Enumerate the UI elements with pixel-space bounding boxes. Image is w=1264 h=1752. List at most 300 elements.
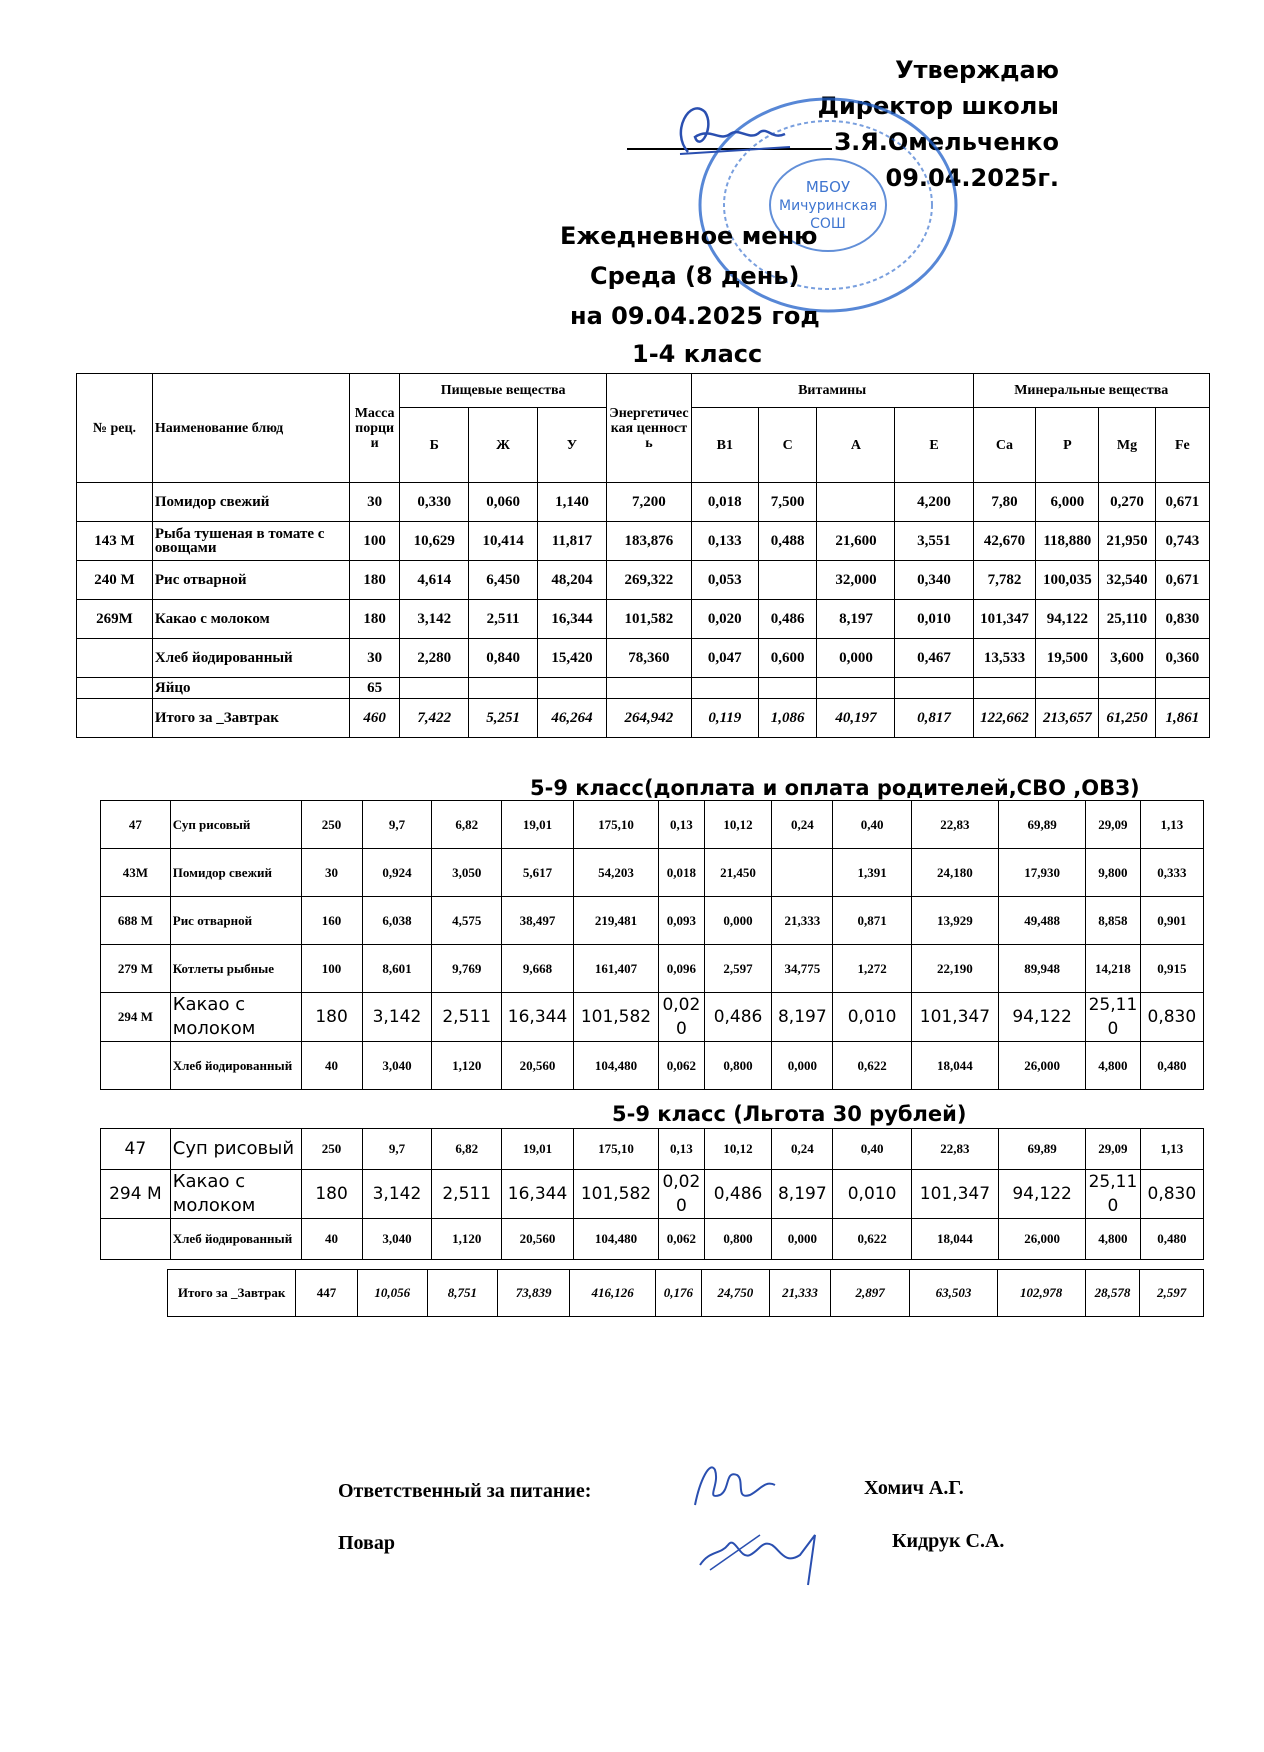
table-cell: 0,062 [658,1042,704,1090]
table-cell: 11,817 [537,522,606,561]
table-cell: 0,000 [772,1219,833,1260]
table-cell: 4,800 [1086,1042,1140,1090]
table-row [77,561,1210,600]
table-cell: 122,662 [973,699,1036,738]
table-row [101,849,1204,897]
table-cell: Суп рисовый [170,801,301,849]
table-cell: 25,110 [1086,1170,1140,1219]
header-b: Б [400,408,469,483]
table-cell: 78,360 [607,639,692,678]
table-cell: 0,000 [817,639,895,678]
table-cell: 3,050 [432,849,502,897]
table-cell: 101,347 [973,600,1036,639]
table-cell: 0,486 [704,993,772,1042]
header-e: Е [895,408,973,483]
table-cell: 269М [77,600,153,639]
table-cell: 1,120 [432,1219,502,1260]
table-cell: 9,769 [432,945,502,993]
table-cell: 0,40 [833,1129,911,1170]
table-cell: 16,344 [502,993,574,1042]
responsible-label: Ответственный за питание: [338,1480,592,1502]
table-cell: 161,407 [573,945,658,993]
table-row [77,600,1210,639]
header-c: С [758,408,817,483]
table-cell: 7,200 [607,483,692,522]
table-cell: 0,060 [469,483,537,522]
table-cell: 14,218 [1086,945,1140,993]
table-cell: 0,480 [1140,1042,1203,1090]
table-cell: 25,110 [1086,993,1140,1042]
table-cell: 9,668 [502,945,574,993]
table-cell: 26,000 [999,1042,1086,1090]
table-cell: 0,093 [658,897,704,945]
table-cell: 8,197 [772,1170,833,1219]
table-cell: 0,010 [833,993,911,1042]
table-cell [973,678,1036,699]
table-cell: 213,657 [1036,699,1099,738]
table-cell: 94,122 [1036,600,1099,639]
table-cell: Рис отварной [152,561,349,600]
table-cell: 46,264 [537,699,606,738]
table-cell: 40 [301,1219,362,1260]
table-row [101,1042,1204,1090]
table-cell: 16,344 [537,600,606,639]
header-a: А [817,408,895,483]
table-cell: 2,897 [831,1270,910,1317]
table-cell: 29,09 [1086,1129,1140,1170]
table-cell: 8,197 [817,600,895,639]
table-cell: 69,89 [999,801,1086,849]
table-cell: 104,480 [573,1219,658,1260]
table-cell: 0,830 [1155,600,1209,639]
header-zh: Ж [469,408,537,483]
table-cell: 7,500 [758,483,817,522]
table-cell: 4,800 [1086,1219,1140,1260]
header-rec: № рец. [77,374,153,483]
table-1-body [77,483,1210,738]
table-cell: 22,190 [911,945,998,993]
table-cell: 9,800 [1086,849,1140,897]
header-p: P [1036,408,1099,483]
table-row [101,993,1204,1042]
table-cell: 28,578 [1085,1270,1140,1317]
table-cell: 104,480 [573,1042,658,1090]
section-title-5-9-benefit: 5-9 класс (Льгота 30 рублей) [612,1102,967,1126]
table-cell: 240 М [77,561,153,600]
responsible-name: Хомич А.Г. [864,1477,964,1499]
table-cell: 0,270 [1099,483,1155,522]
table-cell: 0,018 [658,849,704,897]
table-cell: 30 [350,483,400,522]
table-cell: 49,488 [999,897,1086,945]
table-cell [758,678,817,699]
header-energy: Энергетическая ценность [607,374,692,483]
table-cell: 0,13 [658,1129,704,1170]
table-cell [772,849,833,897]
table-cell: 0,871 [833,897,911,945]
table-cell: 0,333 [1140,849,1203,897]
table-cell: 25,110 [1099,600,1155,639]
table-cell: 0,800 [704,1219,772,1260]
table-cell: 180 [350,561,400,600]
table-cell: 3,040 [362,1219,432,1260]
menu-date: на 09.04.2025 год [570,302,820,330]
table-cell: 26,000 [999,1219,1086,1260]
stamp-text-1: МБОУ [805,178,851,196]
table-cell: 10,12 [704,1129,772,1170]
table-cell: 0,915 [1140,945,1203,993]
table-cell: 24,750 [701,1270,769,1317]
cook-signature [690,1515,840,1590]
table-cell: 0,010 [895,600,973,639]
table-cell: 3,040 [362,1042,432,1090]
table-cell: 29,09 [1086,801,1140,849]
table-cell: 101,582 [573,993,658,1042]
table-cell: 143 М [77,522,153,561]
table-cell: 0,817 [895,699,973,738]
table-cell: 19,01 [502,801,574,849]
table-cell [101,1042,171,1090]
table-cell: Итого за _Завтрак [152,699,349,738]
table-cell: 2,597 [704,945,772,993]
table-cell: 40 [301,1042,362,1090]
table-row [101,897,1204,945]
table-cell: 175,10 [573,1129,658,1170]
table-cell: Хлеб йодированный [170,1042,301,1090]
table-cell: 47 [101,1129,171,1170]
table-cell: 101,582 [573,1170,658,1219]
approval-date: 09.04.2025г. [885,164,1059,192]
table-cell: 0,053 [691,561,758,600]
table-cell: 100 [301,945,362,993]
table-cell: Суп рисовый [170,1129,301,1170]
table-cell: 5,251 [469,699,537,738]
table-cell: 7,80 [973,483,1036,522]
table-cell: 0,622 [833,1042,911,1090]
table-cell: 0,24 [772,1129,833,1170]
table-cell: 0,010 [833,1170,911,1219]
table-row [77,522,1210,561]
table-cell: 38,497 [502,897,574,945]
table-cell: 0,480 [1140,1219,1203,1260]
table-row [77,678,1210,699]
table-cell: 1,861 [1155,699,1209,738]
header-u: У [537,408,606,483]
table-cell [77,678,153,699]
table-cell: 73,839 [497,1270,569,1317]
table-cell: 0,020 [691,600,758,639]
table-cell: 8,751 [427,1270,497,1317]
stamp-text-3: СОШ [810,216,846,232]
table-cell: 94,122 [999,1170,1086,1219]
table-cell: 0,000 [704,897,772,945]
table-cell: 0,176 [655,1270,701,1317]
table-cell [1155,678,1209,699]
table-cell: 0,119 [691,699,758,738]
table-cell: 43М [101,849,171,897]
table-cell: 160 [301,897,362,945]
table-cell: 6,038 [362,897,432,945]
table-cell: 1,140 [537,483,606,522]
table-row [77,639,1210,678]
table-cell: 32,000 [817,561,895,600]
table-cell: 0,901 [1140,897,1203,945]
table-cell: 2,511 [469,600,537,639]
table-cell: 100 [350,522,400,561]
table-cell: 180 [301,993,362,1042]
table-cell: 3,600 [1099,639,1155,678]
table-cell: 0,800 [704,1042,772,1090]
total-table-5-9 [167,1269,1204,1317]
table-cell: 9,7 [362,1129,432,1170]
table-cell: 30 [301,849,362,897]
table-cell: 5,617 [502,849,574,897]
table-cell: 20,560 [502,1219,574,1260]
table-cell [101,1219,171,1260]
table-cell: 3,142 [362,1170,432,1219]
table-cell: 19,01 [502,1129,574,1170]
table-cell [77,483,153,522]
table-cell: 4,575 [432,897,502,945]
table-cell: 2,511 [432,1170,502,1219]
table-cell: 21,600 [817,522,895,561]
menu-title: Ежедневное меню [560,222,818,250]
table-cell: 48,204 [537,561,606,600]
table-cell: 13,929 [911,897,998,945]
table-4-body [168,1270,1204,1317]
table-cell: 10,12 [704,801,772,849]
table-cell: 10,056 [357,1270,427,1317]
table-cell: 6,82 [432,1129,502,1170]
table-cell: 9,7 [362,801,432,849]
table-cell: 21,450 [704,849,772,897]
table-cell [607,678,692,699]
table-cell: 4,200 [895,483,973,522]
table-cell: 0,671 [1155,561,1209,600]
table-cell: Какао с молоком [170,1170,301,1219]
header-mg: Mg [1099,408,1155,483]
table-cell: Итого за _Завтрак [168,1270,296,1317]
table-cell: 101,582 [607,600,692,639]
table-cell: 0,600 [758,639,817,678]
table-row [101,945,1204,993]
table-cell: 15,420 [537,639,606,678]
table-cell: Яйцо [152,678,349,699]
table-cell: 0,330 [400,483,469,522]
table-cell: Какао с молоком [170,993,301,1042]
table-cell: 1,13 [1140,801,1203,849]
table-cell: 69,89 [999,1129,1086,1170]
table-cell: 0,096 [658,945,704,993]
table-cell: 0,018 [691,483,758,522]
table-cell: 65 [350,678,400,699]
menu-table-5-9-paid [100,800,1204,1090]
table-cell: 294 М [101,993,171,1042]
table-cell [77,639,153,678]
table-cell: Рис отварной [170,897,301,945]
table-cell: 7,422 [400,699,469,738]
table-cell: 460 [350,699,400,738]
table-cell: 0,486 [758,600,817,639]
table-cell: 0,486 [704,1170,772,1219]
table-cell: 180 [350,600,400,639]
table-cell: 0,340 [895,561,973,600]
menu-table-1-4 [76,373,1210,738]
table-cell: Помидор свежий [170,849,301,897]
table-cell: 17,930 [999,849,1086,897]
table-cell [1036,678,1099,699]
table-cell: 1,120 [432,1042,502,1090]
header-mass: Масса порции [350,374,400,483]
table-cell: 250 [301,1129,362,1170]
table-cell: 264,942 [607,699,692,738]
table-cell: 0,062 [658,1219,704,1260]
table-row [101,1129,1204,1170]
table-row [101,801,1204,849]
cook-label: Повар [338,1532,395,1554]
table-cell: 3,142 [362,993,432,1042]
table-cell: 54,203 [573,849,658,897]
table-cell [400,678,469,699]
table-cell: 32,540 [1099,561,1155,600]
approval-heading: Утверждаю [895,56,1059,84]
table-row [101,1170,1204,1219]
table-cell: 688 М [101,897,171,945]
table-cell: 101,347 [911,1170,998,1219]
table-cell: 6,000 [1036,483,1099,522]
table-cell [895,678,973,699]
table-cell: 18,044 [911,1042,998,1090]
table-cell: 3,142 [400,600,469,639]
table-cell [758,561,817,600]
table-cell: 19,500 [1036,639,1099,678]
table-cell: 0,622 [833,1219,911,1260]
table-cell: 30 [350,639,400,678]
table-cell: 0,360 [1155,639,1209,678]
table-row [101,1219,1204,1260]
table-cell: 0,488 [758,522,817,561]
table-cell: 40,197 [817,699,895,738]
table-cell: 13,533 [973,639,1036,678]
header-nutrients: Пищевые вещества [400,374,607,408]
table-cell: 118,880 [1036,522,1099,561]
table-cell: 219,481 [573,897,658,945]
table-cell: 1,272 [833,945,911,993]
stamp-text-2: Мичуринская [778,198,878,214]
table-cell: 0,020 [658,993,704,1042]
table-cell: 183,876 [607,522,692,561]
table-cell: 8,858 [1086,897,1140,945]
table-cell: 2,280 [400,639,469,678]
table-cell: 20,560 [502,1042,574,1090]
table-cell: 34,775 [772,945,833,993]
table-cell: 1,086 [758,699,817,738]
table-cell: 0,047 [691,639,758,678]
responsible-signature [675,1450,785,1520]
table-cell: 22,83 [911,1129,998,1170]
table-cell: 0,840 [469,639,537,678]
table-cell: 0,40 [833,801,911,849]
table-cell: 63,503 [910,1270,998,1317]
table-cell [77,699,153,738]
table-cell: 22,83 [911,801,998,849]
table-cell: 0,830 [1140,1170,1203,1219]
table-cell: 102,978 [997,1270,1085,1317]
table-cell: 42,670 [973,522,1036,561]
table-cell: 3,551 [895,522,973,561]
table-cell: 294 М [101,1170,171,1219]
table-cell: 24,180 [911,849,998,897]
table-row [77,699,1210,738]
table-cell: 21,333 [769,1270,830,1317]
table-cell: 100,035 [1036,561,1099,600]
table-cell: 1,13 [1140,1129,1203,1170]
table-cell: 6,82 [432,801,502,849]
table-cell: 0,020 [658,1170,704,1219]
table-cell: 10,414 [469,522,537,561]
table-cell [469,678,537,699]
table-row [168,1270,1204,1317]
table-2-body [101,801,1204,1090]
table-cell [817,678,895,699]
table-cell: 94,122 [999,993,1086,1042]
table-cell: Котлеты рыбные [170,945,301,993]
header-minerals: Минеральные вещества [973,374,1209,408]
table-cell [691,678,758,699]
table-cell: Рыба тушеная в томате с овощами [152,522,349,561]
table-cell: 101,347 [911,993,998,1042]
table-cell: 0,13 [658,801,704,849]
approval-position: Директор школы [817,92,1059,120]
table-cell: Хлеб йодированный [170,1219,301,1260]
table-cell: 21,333 [772,897,833,945]
menu-table-5-9-benefit [100,1128,1204,1260]
table-cell [1099,678,1155,699]
table-cell: Какао с молоком [152,600,349,639]
table-cell: 21,950 [1099,522,1155,561]
table-cell [537,678,606,699]
director-signature [660,92,800,172]
table-3-body [101,1129,1204,1260]
table-cell: 0,467 [895,639,973,678]
header-name: Наименование блюд [152,374,349,483]
table-cell: 8,601 [362,945,432,993]
table-cell: 16,344 [502,1170,574,1219]
table-cell: 180 [301,1170,362,1219]
table-cell: 61,250 [1099,699,1155,738]
table-cell: Хлеб йодированный [152,639,349,678]
table-cell: 18,044 [911,1219,998,1260]
table-cell: 8,197 [772,993,833,1042]
table-cell: 416,126 [570,1270,656,1317]
cook-name: Кидрук С.А. [892,1530,1005,1552]
table-cell: 175,10 [573,801,658,849]
table-cell: 250 [301,801,362,849]
table-cell: 279 М [101,945,171,993]
table-cell: 6,450 [469,561,537,600]
table-cell: 89,948 [999,945,1086,993]
table-cell: 0,830 [1140,993,1203,1042]
table-cell: Помидор свежий [152,483,349,522]
section-title-5-9-paid: 5-9 класс(доплата и оплата родителей,СВО ,ОВЗ) [530,776,1140,800]
table-cell: 4,614 [400,561,469,600]
table-cell: 2,597 [1140,1270,1204,1317]
menu-day: Среда (8 день) [590,262,800,290]
menu-group: 1-4 класс [632,340,763,368]
table-cell: 1,391 [833,849,911,897]
table-cell: 2,511 [432,993,502,1042]
table-cell: 0,671 [1155,483,1209,522]
